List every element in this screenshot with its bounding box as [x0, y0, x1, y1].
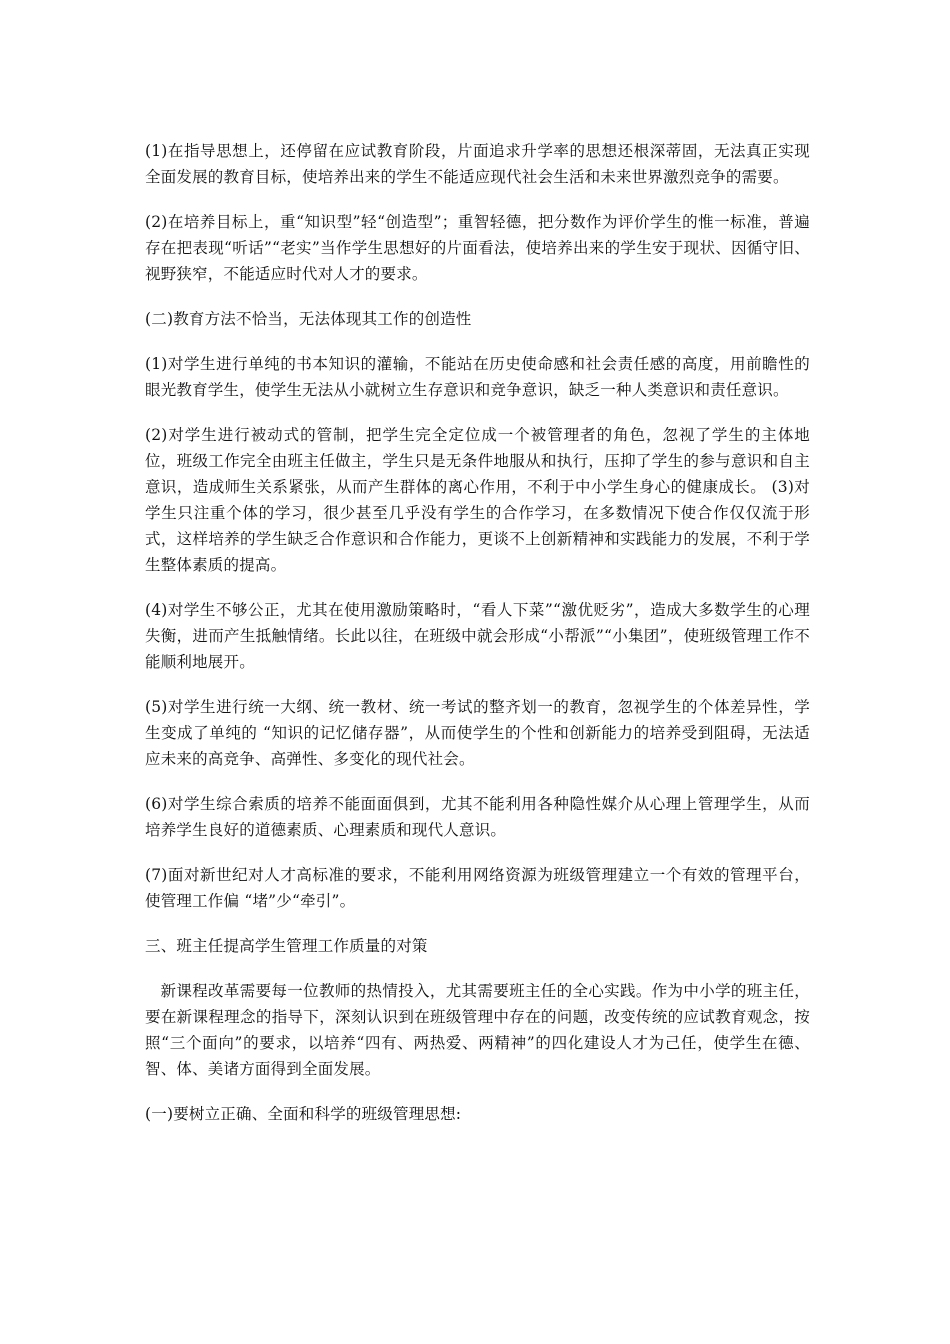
- paragraph-method-7: (7)面对新世纪对人才高标准的要求，不能利用网络资源为班级管理建立一个有效的管理平台，使管理工作偏 “堵”少“牵引”。: [145, 866, 810, 910]
- subsection-heading-management-thinking: (一)要树立正确、全面和科学的班级管理思想:: [145, 1105, 462, 1123]
- paragraph-method-2-3: (2)对学生进行被动式的管制，把学生完全定位成一个被管理者的角色，忽视了学生的主体地位，班级工作完全由班主任做主，学生只是无条件地服从和执行，压抑了学生的参与意识和自主意识，造成师生关系紧张，从而产生群体的离心作用，不利于中小学生身心的健康成长。 (3)对学生只注重个体的学习，很少甚至几乎没有学生的合作学习，在多数情况下使合作仅仅流于形式，这样培养的学生缺乏合作意识和合作能力，更谈不上创新精神和实践能力的发展，不利于学生整体素质的提高。: [145, 426, 810, 574]
- section-heading-methods: (二)教育方法不恰当，无法体现其工作的创造性: [145, 310, 472, 328]
- paragraph-method-6: (6)对学生综合索质的培养不能面面俱到，尤其不能利用各种隐性媒介从心理上管理学生，从而培养学生良好的道德素质、心理素质和现代人意识。: [145, 795, 810, 839]
- paragraph-training-goals: (2)在培养目标上，重“知识型”轻“创造型”；重智轻德，把分数作为评价学生的惟一标准，普遍存在把表现“听话”“老实”当作学生思想好的片面看法，使培养出来的学生安于现状、因循守旧、视野狭窄，不能适应时代对人才的要求。: [145, 213, 810, 283]
- paragraph-method-1: (1)对学生进行单纯的书本知识的灌输，不能站在历史使命感和社会责任感的高度，用前瞻性的眼光教育学生，使学生无法从小就树立生存意识和竞争意识，缺乏一种人类意识和责任意识。: [145, 355, 810, 399]
- paragraph-method-4: (4)对学生不够公正，尤其在使用激励策略时，“看人下菜”“激优贬劣”，造成大多数学生的心理失衡，进而产生抵触情绪。长此以往，在班级中就会形成“小帮派”“小集团”，使班级管理工作不能顺利地展开。: [145, 601, 810, 671]
- section-heading-countermeasures: 三、班主任提高学生管理工作质量的对策: [145, 937, 428, 955]
- paragraph-method-5: (5)对学生进行统一大纲、统一教材、统一考试的整齐划一的教育，忽视学生的个体差异性，学生变成了单纯的 “知识的记忆储存器”，从而使学生的个性和创新能力的培养受到阻碍，无法适应未来的高竞争、高弹性、多变化的现代社会。: [145, 698, 810, 768]
- paragraph-guiding-ideology: (1)在指导思想上，还停留在应试教育阶段，片面追求升学率的思想还根深蒂固，无法真正实现全面发展的教育目标，使培养出来的学生不能适应现代社会生活和未来世界激烈竞争的需要。: [145, 142, 810, 186]
- document-body: [145, 138, 810, 1146]
- paragraph-curriculum-reform: 新课程改革需要每一位教师的热情投入，尤其需要班主任的全心实践。作为中小学的班主任，要在新课程理念的指导下，深刻认识到在班级管理中存在的问题，改变传统的应试教育观念，按照“三个面向”的要求，以培养“四有、两热爱、两精神”的四化建设人才为己任，使学生在德、智、体、美诸方面得到全面发展。: [145, 982, 810, 1078]
